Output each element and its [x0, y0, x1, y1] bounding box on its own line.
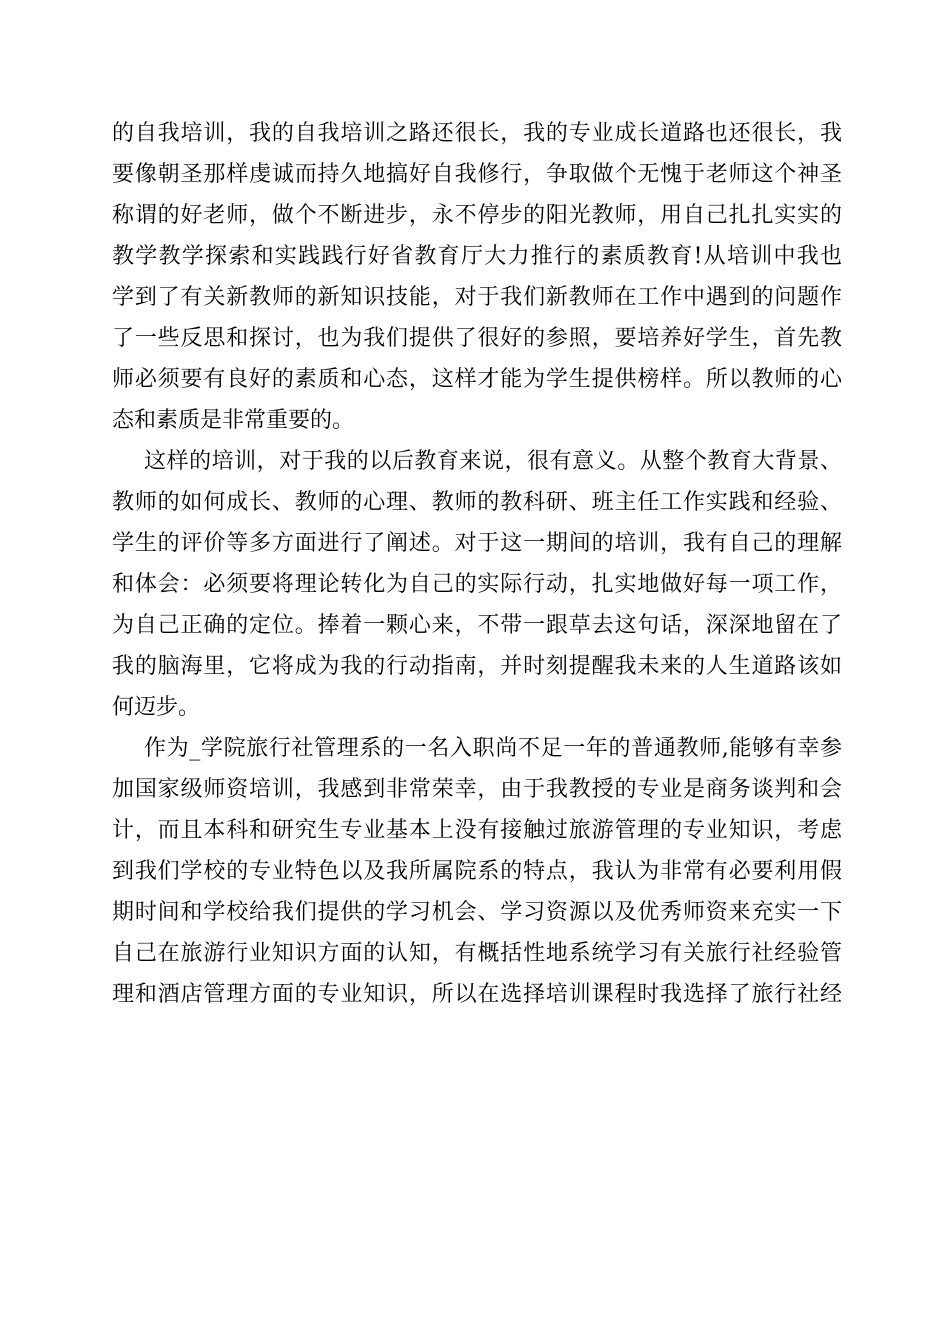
- text-line: 了一些反思和探讨，也为我们提供了很好的参照，要培养好学生，首先教: [112, 326, 842, 351]
- text-line: 称谓的好老师，做个不断进步，永不停步的阳光教师，用自己扎扎实实的: [112, 203, 842, 228]
- paragraph-3: [112, 728, 842, 1015]
- text-line: 何迈步。: [112, 695, 201, 720]
- text-line: 自己在旅游行业知识方面的认知，有概括性地系统学习有关旅行社经验管: [112, 941, 842, 966]
- text-line: 我的脑海里，它将成为我的行动指南，并时刻提醒我未来的人生道路该如: [112, 654, 842, 679]
- text-line: 这样的培训，对于我的以后教育来说，很有意义。从整个教育大背景、: [144, 449, 842, 474]
- text-line: 和体会：必须要将理论转化为自己的实际行动，扎实地做好每一项工作，: [112, 572, 842, 597]
- text-line: 为自己正确的定位。捧着一颗心来，不带一跟草去这句话，深深地留在了: [112, 613, 842, 638]
- text-line: 到我们学校的专业特色以及我所属院系的特点，我认为非常有必要利用假: [112, 859, 842, 884]
- text-line: 师必须要有良好的素质和心态，这样才能为学生提供榜样。所以教师的心: [112, 367, 842, 392]
- text-line: 作为_学院旅行社管理系的一名入职尚不足一年的普通教师,能够有幸参: [144, 736, 842, 761]
- text-line: 教学教学探索和实践践行好省教育厅大力推行的素质教育!从培训中我也: [112, 244, 842, 269]
- text-line: 的自我培训，我的自我培训之路还很长，我的专业成长道路也还很长，我: [112, 121, 842, 146]
- text-line: 学到了有关新教师的新知识技能，对于我们新教师在工作中遇到的问题作: [112, 285, 842, 310]
- paragraph-2: [112, 441, 842, 728]
- paragraph-1: [112, 113, 842, 441]
- text-line: 态和素质是非常重要的。: [112, 408, 355, 433]
- text-line: 理和酒店管理方面的专业知识，所以在选择培训课程时我选择了旅行社经: [112, 982, 842, 1007]
- document-body: [112, 113, 842, 1015]
- text-line: 期时间和学校给我们提供的学习机会、学习资源以及优秀师资来充实一下: [112, 900, 842, 925]
- text-line: 学生的评价等多方面进行了阐述。对于这一期间的培训，我有自己的理解: [112, 531, 842, 556]
- text-line: 计，而且本科和研究生专业基本上没有接触过旅游管理的专业知识，考虑: [112, 818, 842, 843]
- text-line: 要像朝圣那样虔诚而持久地搞好自我修行，争取做个无愧于老师这个神圣: [112, 162, 842, 187]
- text-line: 教师的如何成长、教师的心理、教师的教科研、班主任工作实践和经验、: [112, 490, 842, 515]
- text-line: 加国家级师资培训，我感到非常荣幸，由于我教授的专业是商务谈判和会: [112, 777, 842, 802]
